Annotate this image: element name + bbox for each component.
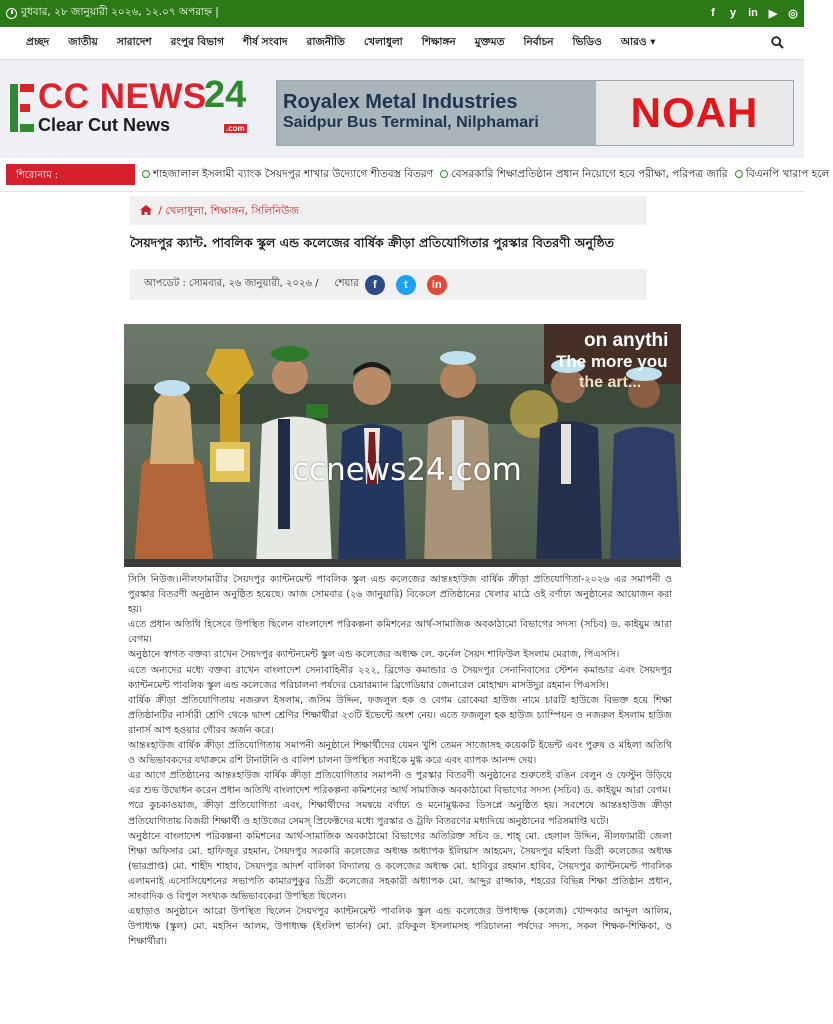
nav-item-education[interactable]: শিক্ষাঙ্গন [421, 35, 456, 48]
top-bar [0, 0, 804, 27]
ticker-label: শিরোনাম : [6, 164, 135, 185]
breadcrumb-sep: / [158, 205, 166, 217]
ad-brand: NOAH [596, 81, 793, 145]
nav-item-home[interactable]: প্রচ্ছদ [26, 35, 50, 48]
photo-watermark: ccnews24.com [292, 452, 522, 488]
site-logo[interactable] [8, 74, 254, 140]
bullet-icon [735, 170, 743, 178]
article-paragraph: এর আগে প্রতিষ্ঠানের আন্তঃহাউজ বার্ষিক ক্রীড়া প্রতিযোগিতার সমাপনী ও পুরস্কার বিতরণী অনুষ্ঠানের শুরুতেই রঙিন বেলুন ও ফেস্টুন উড়িয়ে এর শুভ উদ্বোধন করেন প্রধান অতিথি বাংলাদেশ পরিকল্পনা কমিশনের আর্থ সামাজিক অবকাঠামো বিভাগের সদস্য (সচিব) ড. কাইয়ুম আরা বেগম। [128, 770, 672, 797]
youtube-icon[interactable]: ▶ [768, 8, 778, 20]
header-advertisement[interactable] [276, 80, 794, 146]
nav-item-countrywide[interactable]: সারাদেশ [116, 35, 152, 48]
clock-icon [6, 8, 17, 19]
article-paragraph: এতে প্রধান অতিথি হিসেবে উপস্থিত ছিলেন বাংলাদেশ পরিকল্পনা কমিশনের আর্থ-সামাজিক অবকাঠামো বিভাগের সদস্য (সচিব) ড. কাইয়ুম আরা বেগম। [128, 619, 672, 646]
billboard-text-2: The more you [556, 352, 668, 371]
nav-item-top-news[interactable]: শীর্ষ সংবাদ [243, 35, 288, 48]
nav-item-election[interactable]: নির্বাচন [523, 35, 554, 48]
main-nav [0, 27, 804, 60]
nav-item-opinion[interactable]: মুক্তমত [474, 35, 505, 48]
article-paragraph: এতে অন্যদের মধ্যে বক্তব্য রাখেন বাংলাদেশ সেনাবাহিনীর ২২২, ব্রিগেড কমান্ডার ও সৈয়দপুর সেনানিবাসের স্টেশন কমান্ডার এবং সৈয়দপুর ক্যান্টনমেন্ট পাবলিক স্কুল এন্ড কলেজের পরিচালনা পর্ষদের চেয়ারম্যান ব্রিগেডিয়ার জেনারেল মোহাম্মদ মাসউদুর রহমান পিএসসি। [128, 664, 672, 691]
nav-item-politics[interactable]: রাজনীতি [306, 35, 345, 48]
article-paragraph: বার্ষিক ক্রীড়া প্রতিযোগিতায় নজরুল ইসলাম, জসিম উদ্দিন, ফজলুল হক ও বেগম রোকেয়া হাউজ নামে চারটি হাউজে বিভক্ত হয়ে শিক্ষা প্রতিষ্ঠানটির নার্সারী শ্রেণি থেকে দ্বাদশ শ্রেণির শিক্ষার্থীরা ২৩টি ইভেন্টে অংশ নেয়। এতে ফজলুল হক হাউজ চ্যাম্পিয়ন ও নজরুল ইসলাম হাউজ রানার্স আপ হওয়ার গৌরব অর্জন করে। [128, 694, 672, 736]
article-paragraph: অনুষ্ঠানে স্বাগত বক্তব্য রাখেন সৈয়দপুর ক্যান্টনমেন্ট স্কুল এন্ড কলেজের অধ্যক্ষ লে. কর্নেল সৈয়দ শাফিউল ইসলাম মেরাজ, পিএসসি। [128, 649, 620, 661]
nav-item-sports[interactable]: খেলাধুলা [363, 35, 403, 48]
logo-mark-icon [8, 80, 36, 136]
ticker-items [142, 167, 830, 184]
article-paragraph: সিসি নিউজ।।নীলফামারীর সৈয়দপুর ক্যান্টনমেন্ট পাবলিক স্কুল এন্ড কলেজের আন্তঃহাউজ বার্ষিক ক্রীড়া প্রতিযোগিতা-২০২৬ এর সমাপনী ও পুরস্কার বিতরণী অনুষ্ঠান অনুষ্ঠিত হয়েছে। আজ সোমবার (২৬ জানুয়ারি) বিকেলে প্রতিষ্ঠানের খেলার মাঠে ওই বর্ণাঢ্য অনুষ্ঠানের আয়োজন করা হয়। [128, 574, 672, 616]
updated-date: আপডেট : সোমবার, ২৬ জানুয়ারী, ২০২৬ / [144, 278, 319, 289]
ad-text-panel [277, 81, 596, 145]
facebook-icon[interactable]: f [711, 7, 715, 19]
article-photo [124, 324, 681, 567]
social-links [708, 7, 798, 20]
twitter-icon[interactable]: y [729, 7, 737, 19]
ticker-item[interactable]: বেসরকারি শিক্ষাপ্রতিষ্ঠান প্রধান নিয়োগে হবে পরীক্ষা, পরিপত্র জারি [451, 168, 728, 180]
article-paragraph: আন্তঃহাউজ বার্ষিক ক্রীড়া প্রতিযোগিতায় সমাপনী অনুষ্ঠানে শিক্ষার্থীদের যেমন খুশি তেমন সাজোসহ কয়েকটি ইভেন্ট এবং পুরুষ ও মহিলা অতিথি ও অভিভাবকদের যথাক্রমে রশি টানাটানি ও বালিশ চালনা উপস্থিত সবাইকে মুগ্ধ করে এবং ব্যাপক আনন্দ দেয়। [128, 740, 672, 767]
headline-ticker [0, 158, 830, 192]
twitter-share-button[interactable]: t [396, 275, 416, 295]
nav-item-rangpur[interactable]: রংপুর বিভাগ [170, 35, 225, 48]
article-paragraph: পরে কুচকাওয়াজ, ক্রীড়া প্রতিযোগিতা এবং, শিক্ষার্থীদের সমন্বয়ে বর্ণাঢ্য ও মনোমুগ্ধকর ডিসপ্লে অনুষ্ঠিত হয়। সবশেষে আন্তঃহাউজ ক্রীড়া প্রতিযোগিতায় বিজয়ী শিক্ষার্থী ও হাউজের সেমস্ প্রিফেক্টদের মধ্যে পুরস্কার ও ট্রফি বিতরণের মধ্যদিয়ে অনুষ্ঠানের পরিসমাপ্তি ঘটে। [128, 800, 672, 827]
ticker-item[interactable]: শাহজালাল ইসলামী ব্যাংক সৈয়দপুর শাখার উদ্যোগে শীতবস্ত্র বিতরণ [153, 168, 434, 180]
date-display [6, 5, 219, 22]
share-label: শেয়ার [334, 278, 359, 289]
linkedin-icon[interactable]: in [748, 7, 758, 19]
bullet-icon [440, 170, 448, 178]
ad-line2: Saidpur Bus Terminal, Nilphamari [283, 114, 539, 131]
facebook-share-button[interactable]: f [365, 275, 385, 295]
ad-line1: Royalex Metal Industries [283, 91, 518, 113]
nav-item-more[interactable]: আরও ▾ [620, 35, 656, 48]
instagram-icon[interactable]: ◎ [788, 8, 798, 20]
article-body [128, 572, 672, 949]
breadcrumb [130, 196, 647, 225]
nav-item-video[interactable]: ভিডিও [572, 35, 602, 48]
home-icon[interactable] [140, 205, 152, 215]
nav-item-national[interactable]: জাতীয় [68, 35, 98, 48]
current-date: বুধবার, ২৮ জানুয়ারী ২০২৬, ১২.০৭ অপরাহ্ন | [21, 6, 219, 18]
billboard-text-3: the art... [579, 374, 642, 391]
article-paragraph: অনুষ্ঠানে বাংলাদেশ পরিকল্পনা কমিশনের আর্থ-সামাজিক অবকাঠামো বিভাগের অতিরিক্ত সচিব ড. শাহ্ মো. হেলাল উদ্দিন, নীলফামারী জেলা শিক্ষা অফিসার মো. হাফিজুর রহমান, সৈয়দপুর সরকারি কলেজের অধ্যক্ষ অধ্যাপক ইলিয়াস আহমেদ, সৈয়দপুর মহিলা ডিগ্রী কলেজের অধ্যক্ষ (ভারপ্রাপ্ত) মো. শাহীদ শাহাব, সৈয়দপুর আদর্শ বালিকা বিদ্যালয় ও কলেজের অধ্যক্ষ মো. হাবিবুর রহমান হাবিব, সৈয়দপুর ক্যান্টনমেন্ট পাবলিক এলামনাই এসোসিয়েশনের সভাপতি কামারপুকুর ডিগ্রী কলেজের সহকারী অধ্যাপক মো. আব্দুর রাজ্জাক, শহরের বিভিন্ন শিক্ষা প্রতিষ্ঠান প্রধান, সাংবাদিক ও বিপুল সংখ্যক অভিভাবকেরা উপস্থিত ছিলেন। [128, 830, 672, 902]
article-title: সৈয়দপুর ক্যান্ট. পাবলিক স্কুল এন্ড কলেজের বার্ষিক ক্রীড়া প্রতিযোগিতার পুরস্কার বিতরণী অনুষ্ঠিত [130, 235, 615, 250]
logo-subtitle: Clear Cut News [38, 115, 171, 135]
article-paragraph: এছাড়াও অনুষ্ঠানে আরো উপস্থিত ছিলেন সৈয়দপুর ক্যান্টনমেন্ট পাবলিক স্কুল এন্ড কলেজের উপাধ্যক্ষ (কলেজ) খোন্দকার আব্দুল আলিম, উপাধ্যক্ষ (স্কুল) মো. মহসিন আলম, উপাধ্যক্ষ (ইংলিশ ভার্সন) মো. রফিকুল ইসলামসহ পরিচালনা পর্ষদের সদস্য, সকল শিক্ষক-শিক্ষিকা, ও শিক্ষার্থীরা। [128, 906, 672, 948]
bullet-icon [142, 170, 150, 178]
ticker-item[interactable]: বিএনপি খারাপ হলে [745, 168, 830, 180]
billboard-text-1: on anythi [584, 330, 669, 351]
logo-number: 24 [204, 74, 247, 116]
logo-tld: .com [226, 124, 245, 133]
site-header [0, 60, 804, 158]
article-meta [130, 269, 647, 300]
search-icon[interactable] [771, 36, 784, 49]
linkedin-share-button[interactable]: in [427, 275, 447, 295]
breadcrumb-categories[interactable]: খেলাধুলা, শিক্ষাঙ্গন, সিলিনিউজ [165, 205, 299, 217]
logo-wordmark: CC NEWS [38, 77, 207, 116]
